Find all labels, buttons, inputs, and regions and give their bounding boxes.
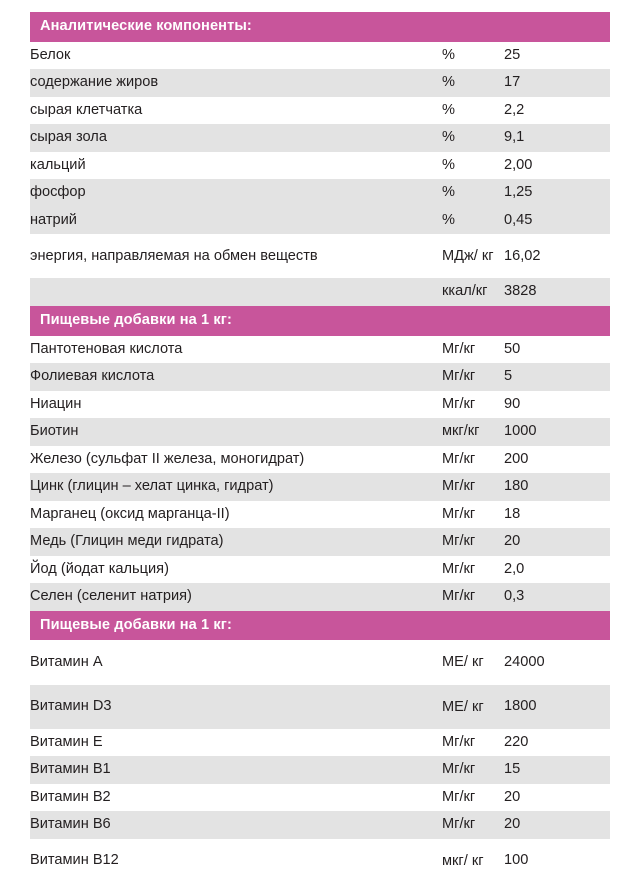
nutrient-value-cell: 25	[504, 42, 610, 70]
nutrient-name-cell: Железо (сульфат II железа, моногидрат)	[30, 446, 442, 474]
nutrient-value-cell: 1,25	[504, 179, 610, 207]
nutrient-name-cell: натрий	[30, 207, 442, 235]
nutrient-value-cell: 0,3	[504, 583, 610, 611]
nutrient-unit-cell: Мг/кг	[442, 729, 504, 757]
nutrient-value-cell: 50	[504, 336, 610, 364]
nutrient-name-cell: фосфор	[30, 179, 442, 207]
nutrient-value-cell: 5	[504, 363, 610, 391]
table-row	[30, 528, 610, 556]
section-header-row	[30, 306, 610, 336]
nutrient-unit-cell: Мг/кг	[442, 784, 504, 812]
nutrient-unit-cell: %	[442, 152, 504, 180]
nutrient-unit-cell: МДж/ кг	[442, 234, 504, 278]
table-row	[30, 69, 610, 97]
table-row	[30, 152, 610, 180]
nutrient-name-cell: Витамин B12	[30, 839, 442, 883]
nutrient-name-cell	[30, 278, 442, 306]
nutrient-value-cell: 2,0	[504, 556, 610, 584]
nutrient-unit-cell: мкг/кг	[442, 418, 504, 446]
nutrient-unit-cell: Мг/кг	[442, 391, 504, 419]
nutrient-name-cell: Пантотеновая кислота	[30, 336, 442, 364]
nutrient-name-cell: Витамин B2	[30, 784, 442, 812]
nutrient-unit-cell: Мг/кг	[442, 756, 504, 784]
nutrition-table-body	[30, 12, 610, 883]
table-row	[30, 42, 610, 70]
table-row	[30, 278, 610, 306]
nutrient-unit-cell: Мг/кг	[442, 556, 504, 584]
table-row	[30, 640, 610, 684]
section-header-label: Пищевые добавки на 1 кг:	[30, 306, 610, 336]
nutrient-name-cell: сырая клетчатка	[30, 97, 442, 125]
nutrient-unit-cell: МЕ/ кг	[442, 685, 504, 729]
table-row	[30, 97, 610, 125]
table-row	[30, 418, 610, 446]
nutrient-unit-cell: Мг/кг	[442, 363, 504, 391]
table-row	[30, 729, 610, 757]
nutrient-unit-cell: Мг/кг	[442, 583, 504, 611]
nutrient-value-cell: 20	[504, 528, 610, 556]
nutrient-unit-cell: Мг/кг	[442, 501, 504, 529]
section-header-row	[30, 12, 610, 42]
section-header-label: Аналитические компоненты:	[30, 12, 610, 42]
table-row	[30, 685, 610, 729]
table-row	[30, 811, 610, 839]
table-row	[30, 391, 610, 419]
nutrient-name-cell: Витамин E	[30, 729, 442, 757]
section-header-row	[30, 611, 610, 641]
nutrient-unit-cell: %	[442, 69, 504, 97]
nutrient-value-cell: 180	[504, 473, 610, 501]
nutrient-unit-cell: %	[442, 207, 504, 235]
table-row	[30, 336, 610, 364]
nutrient-value-cell: 20	[504, 784, 610, 812]
table-row	[30, 556, 610, 584]
nutrient-value-cell: 16,02	[504, 234, 610, 278]
nutrient-name-cell: Йод (йодат кальция)	[30, 556, 442, 584]
table-row	[30, 446, 610, 474]
nutrient-value-cell: 9,1	[504, 124, 610, 152]
table-row	[30, 207, 610, 235]
nutrient-name-cell: Медь (Глицин меди гидрата)	[30, 528, 442, 556]
nutrient-name-cell: энергия, направляемая на обмен веществ	[30, 234, 442, 278]
nutrient-value-cell: 20	[504, 811, 610, 839]
nutrient-name-cell: Марганец (оксид марганца-II)	[30, 501, 442, 529]
table-row	[30, 363, 610, 391]
nutrient-name-cell: сырая зола	[30, 124, 442, 152]
nutrient-unit-cell: %	[442, 179, 504, 207]
nutrient-name-cell: Селен (селенит натрия)	[30, 583, 442, 611]
nutrient-value-cell: 1800	[504, 685, 610, 729]
table-row	[30, 583, 610, 611]
nutrient-name-cell: кальций	[30, 152, 442, 180]
nutrient-name-cell: Ниацин	[30, 391, 442, 419]
table-row	[30, 124, 610, 152]
table-row	[30, 784, 610, 812]
nutrient-name-cell: Фолиевая кислота	[30, 363, 442, 391]
nutrient-value-cell: 18	[504, 501, 610, 529]
nutrient-value-cell: 17	[504, 69, 610, 97]
nutrient-value-cell: 2,2	[504, 97, 610, 125]
table-row	[30, 756, 610, 784]
nutrient-name-cell: Цинк (глицин – хелат цинка, гидрат)	[30, 473, 442, 501]
table-row	[30, 839, 610, 883]
nutrient-unit-cell: Мг/кг	[442, 336, 504, 364]
nutrient-value-cell: 15	[504, 756, 610, 784]
nutrient-name-cell: Витамин B1	[30, 756, 442, 784]
nutrient-unit-cell: %	[442, 42, 504, 70]
nutrient-value-cell: 100	[504, 839, 610, 883]
nutrient-value-cell: 24000	[504, 640, 610, 684]
nutrient-value-cell: 220	[504, 729, 610, 757]
nutrient-unit-cell: мкг/ кг	[442, 839, 504, 883]
nutrient-value-cell: 0,45	[504, 207, 610, 235]
nutrient-name-cell: Витамин A	[30, 640, 442, 684]
table-row	[30, 234, 610, 278]
table-row	[30, 473, 610, 501]
nutrient-name-cell: содержание жиров	[30, 69, 442, 97]
table-row	[30, 501, 610, 529]
nutrient-unit-cell: ккал/кг	[442, 278, 504, 306]
nutrient-unit-cell: МЕ/ кг	[442, 640, 504, 684]
table-row	[30, 179, 610, 207]
nutrient-name-cell: Витамин B6	[30, 811, 442, 839]
nutrient-value-cell: 1000	[504, 418, 610, 446]
nutrient-unit-cell: Мг/кг	[442, 528, 504, 556]
nutrition-table	[30, 12, 610, 883]
nutrient-unit-cell: %	[442, 124, 504, 152]
nutrient-unit-cell: Мг/кг	[442, 811, 504, 839]
nutrient-name-cell: Витамин D3	[30, 685, 442, 729]
nutrient-value-cell: 200	[504, 446, 610, 474]
nutrient-unit-cell: %	[442, 97, 504, 125]
section-header-label: Пищевые добавки на 1 кг:	[30, 611, 610, 641]
nutrient-unit-cell: Мг/кг	[442, 446, 504, 474]
nutrient-name-cell: Биотин	[30, 418, 442, 446]
nutrient-value-cell: 3828	[504, 278, 610, 306]
nutrient-value-cell: 2,00	[504, 152, 610, 180]
nutrient-name-cell: Белок	[30, 42, 442, 70]
nutrient-unit-cell: Мг/кг	[442, 473, 504, 501]
nutrient-value-cell: 90	[504, 391, 610, 419]
